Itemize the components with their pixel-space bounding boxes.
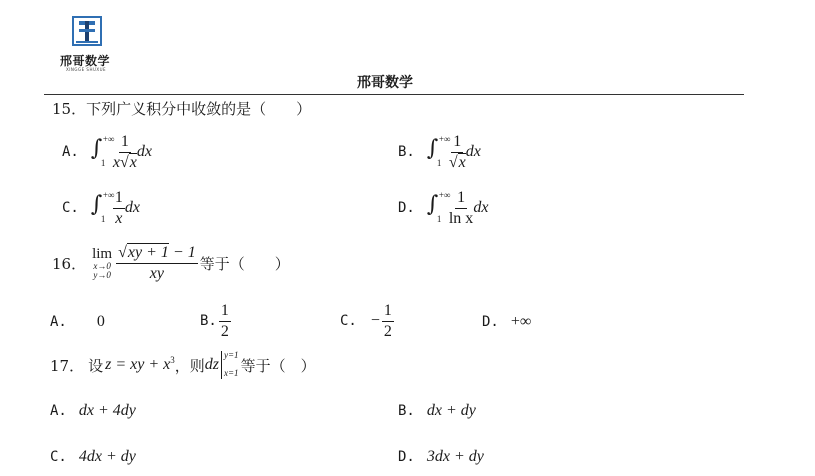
integral — [427, 190, 449, 226]
question-number: 15． — [52, 100, 87, 118]
numerator: 1 — [219, 303, 231, 322]
evaluation-bar — [221, 351, 239, 379]
fraction — [113, 190, 125, 227]
integral — [91, 190, 113, 226]
differential: dx — [136, 143, 152, 160]
option-label: D. — [398, 200, 415, 216]
sqrt-sign: √ — [119, 153, 129, 171]
option-label: A. — [50, 314, 67, 330]
integral-sign: ∫ — [426, 192, 439, 217]
header-divider — [44, 94, 744, 95]
q15-option-a — [62, 132, 152, 172]
question-17-stem — [50, 348, 316, 382]
q17-option-a — [50, 400, 136, 422]
expression-exponent: 3 — [170, 355, 175, 365]
fraction — [449, 190, 473, 227]
denominator — [449, 209, 473, 227]
option-label: C. — [50, 449, 67, 465]
q16-option-d — [482, 310, 531, 334]
integral-sign: ∫ — [90, 192, 103, 217]
den-factor: x — [112, 153, 120, 171]
sqrt-content: xy + 1 — [127, 243, 169, 261]
option-value: 3dx + dy — [426, 448, 484, 465]
integral-lower: 1 — [100, 158, 106, 168]
limit — [92, 247, 112, 280]
question-mid: ，则 — [174, 356, 205, 375]
option-value: dx + dy — [426, 402, 476, 419]
denominator: xy — [149, 264, 164, 282]
integral — [91, 134, 113, 170]
brand-logo-icon — [70, 14, 104, 48]
denominator — [113, 153, 137, 171]
sqrt-content: x — [458, 153, 466, 171]
numerator: 1 — [113, 190, 125, 209]
numerator — [116, 245, 198, 264]
den-text: ln x — [448, 209, 474, 227]
option-label: D. — [398, 449, 415, 465]
question-tail: 等于（ ） — [199, 254, 290, 273]
brand-name: 邢哥数学 — [60, 54, 111, 68]
q16-option-a — [50, 310, 105, 334]
integral-upper: +∞ — [102, 134, 115, 144]
question-16-stem — [52, 236, 290, 290]
differential: dx — [473, 199, 489, 216]
option-label: B. — [200, 313, 217, 329]
question-number: 16． — [52, 254, 87, 273]
question-pre: 设 — [88, 356, 104, 375]
option-value: 4dx + dy — [78, 448, 136, 465]
q17-option-b — [398, 400, 476, 422]
integral-sign: ∫ — [90, 136, 103, 161]
sqrt-sign: √ — [448, 153, 458, 171]
numerator: 1 — [382, 303, 394, 322]
option-label: C. — [340, 313, 357, 329]
q17-option-d — [398, 446, 484, 468]
question-tail: 等于（ ） — [240, 356, 316, 375]
integral-lower: 1 — [436, 214, 442, 224]
num-tail: − 1 — [168, 243, 196, 261]
fraction — [449, 134, 466, 171]
differential: dz — [204, 356, 219, 373]
denominator: x — [115, 209, 123, 227]
limit-operator: lim — [92, 245, 113, 262]
fraction — [116, 245, 198, 282]
integral — [427, 134, 449, 170]
option-value: dx + 4dy — [78, 402, 136, 419]
fraction — [219, 303, 231, 340]
q15-option-b — [398, 132, 481, 172]
page-title: 邢哥数学 — [357, 75, 413, 91]
limit-sub-x: x→0 — [93, 260, 111, 271]
eval-bottom: x=1 — [223, 368, 239, 378]
denominator — [449, 153, 466, 171]
q17-option-c — [50, 446, 136, 468]
differential: dx — [465, 143, 481, 160]
integral-upper: +∞ — [438, 190, 451, 200]
brand-subtitle: XINGGE SHUXUE — [66, 67, 107, 72]
q16-option-b — [200, 298, 231, 344]
sqrt-sign: √ — [118, 243, 127, 261]
integral-sign: ∫ — [426, 136, 439, 161]
option-label: D. — [482, 314, 499, 330]
option-value: 0 — [96, 313, 105, 330]
q15-option-d — [398, 188, 488, 228]
q16-option-c — [340, 298, 394, 344]
option-label: B. — [398, 403, 415, 419]
option-label: C. — [62, 200, 79, 216]
option-value: +∞ — [510, 313, 532, 330]
limit-sub-y: y→0 — [93, 269, 111, 280]
integral-upper: +∞ — [102, 190, 115, 200]
question-number: 17． — [50, 356, 85, 375]
denominator: 2 — [220, 322, 229, 340]
question-text: 下列广义积分中收敛的是（ ） — [86, 100, 312, 118]
denominator: 2 — [383, 322, 392, 340]
integral-lower: 1 — [436, 158, 442, 168]
option-label: B. — [398, 144, 415, 160]
differential: dx — [124, 199, 140, 216]
option-sign: − — [370, 312, 380, 329]
eval-top: y=1 — [223, 350, 239, 361]
integral-upper: +∞ — [438, 134, 451, 144]
numerator: 1 — [119, 134, 131, 153]
sqrt-content: x — [129, 153, 137, 171]
numerator: 1 — [455, 190, 467, 209]
fraction — [382, 303, 394, 340]
option-label: A. — [50, 403, 67, 419]
question-15-stem — [52, 98, 311, 119]
q15-option-c — [62, 188, 140, 228]
numerator: 1 — [451, 134, 463, 153]
option-label: A. — [62, 144, 79, 160]
expression: z = xy + x — [105, 356, 171, 373]
integral-lower: 1 — [100, 214, 106, 224]
fraction — [113, 134, 137, 171]
brand-logo — [70, 14, 104, 48]
